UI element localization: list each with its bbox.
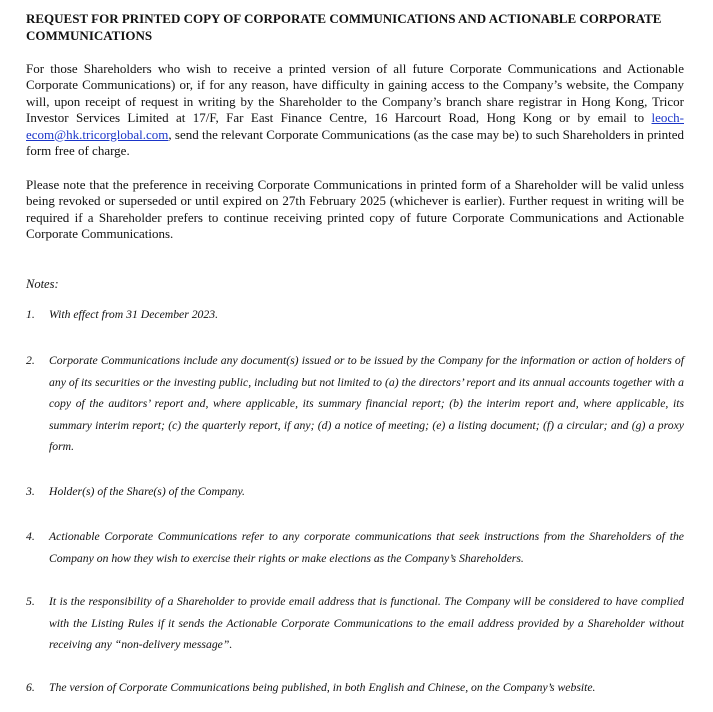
- note-number: 1.: [26, 308, 35, 321]
- note-number: 2.: [26, 354, 35, 367]
- note-item: [26, 350, 684, 458]
- note-number: 6.: [26, 681, 35, 694]
- note-item: [26, 677, 684, 699]
- notes-title: Notes:: [26, 277, 59, 291]
- note-item: [26, 304, 684, 326]
- note-number: 5.: [26, 595, 35, 608]
- email-link[interactable]: leoch-ecom@hk.tricorglobal.com: [26, 110, 684, 142]
- note-text: Corporate Communications include any document(s) issued or to be issued by the Company for the information or action of holders of any of its securities or the investing public, including but not limited to (a) the directors’ report and its annual accounts together with a copy of the auditors’ report and, where applicable, its summary financial report; (b) the interim report and, where applicable, its summary interim report; (c) the quarterly report, if any; (d) a notice of meeting; (e) a listing document; (f) a circular; and (g) a proxy form.: [49, 354, 684, 454]
- paragraph-text-before-link: For those Shareholders who wish to receive a printed version of all future Corporate Communications and Actionable Corporate Communications) or, if for any reason, have difficulty in gaining access to the Company’s website, the Company will, upon receipt of request in writing by the Shareholder to the Company’s branch share registrar in Hong Kong, Tricor Investor Services Limited at 17/F, Far East Finance Centre, 16 Harcourt Road, Hong Kong or by email to: [26, 61, 684, 126]
- note-item: [26, 526, 684, 569]
- note-text: With effect from 31 December 2023.: [49, 308, 218, 321]
- preference-validity-paragraph: Please note that the preference in receiving Corporate Communications in printed form of a Shareholder will be valid unless being revoked or superseded or until expired on 27th February 2025 (whichever is earlier). Further request in writing will be required if a Shareholder prefers to continue receiving printed copy of future Corporate Communications and Actionable Corporate Communications.: [26, 177, 684, 242]
- note-item: [26, 591, 684, 656]
- note-text: Actionable Corporate Communications refer to any corporate communications that seek instructions from the Shareholders of the Company on how they wish to exercise their rights or make elections as the Company’s Shareholders.: [49, 530, 684, 565]
- paragraph-text-after-link: , send the relevant Corporate Communications (as the case may be) to such Shareholders in printed form free of charge.: [26, 126, 684, 159]
- document-heading: REQUEST FOR PRINTED COPY OF CORPORATE COMMUNICATIONS AND ACTIONABLE CORPORATE COMMUNICATIONS: [26, 11, 662, 43]
- printed-copy-request-paragraph: [26, 61, 684, 159]
- note-number: 4.: [26, 530, 35, 543]
- note-text: The version of Corporate Communications being published, in both English and Chinese, on the Company’s website.: [49, 681, 596, 694]
- note-number: 3.: [26, 485, 35, 498]
- note-text: It is the responsibility of a Shareholder to provide email address that is functional. The Company will be considered to have complied with the Listing Rules if it sends the Actionable Corporate Communications to the email address provided by a Shareholder without receiving any “non-delivery message”.: [49, 595, 684, 652]
- note-item: [26, 481, 684, 503]
- note-text: Holder(s) of the Share(s) of the Company.: [49, 485, 245, 498]
